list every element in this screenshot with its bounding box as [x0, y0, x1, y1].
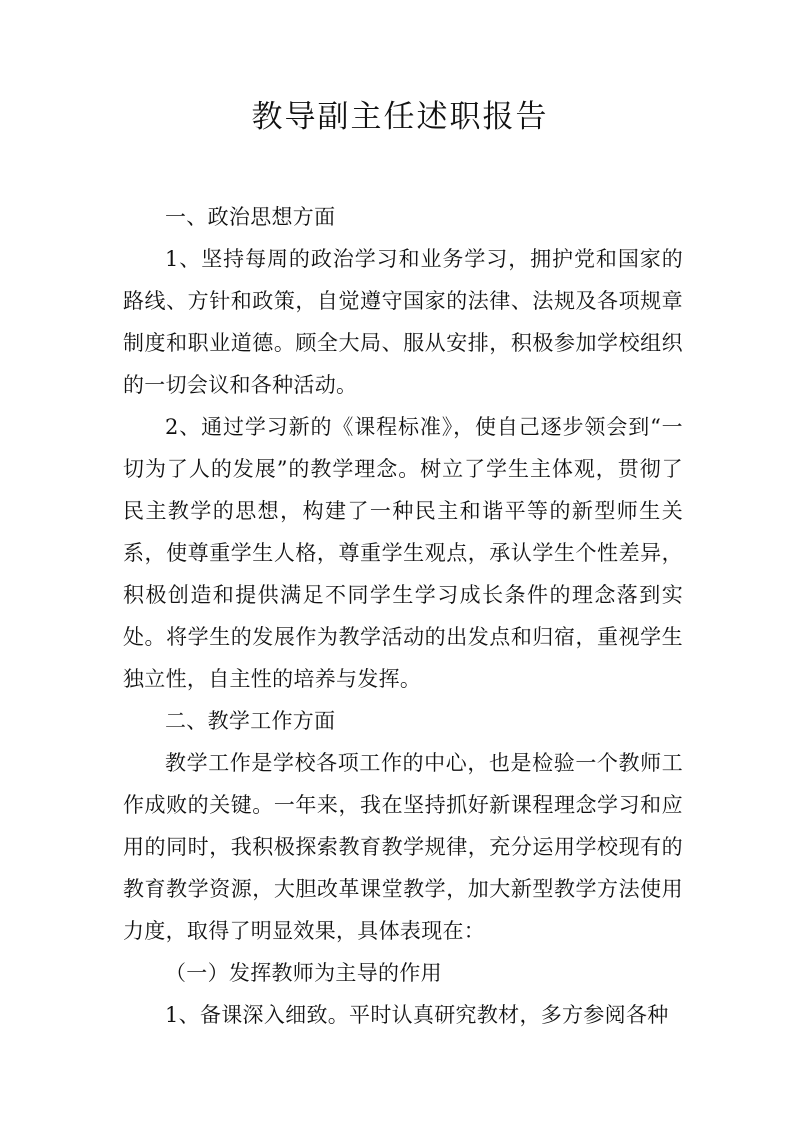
- document-body: [123, 196, 683, 1036]
- paragraph-politics-2: 2、通过学习新的《课程标准》，使自己逐步领会到“一切为了人的发展”的教学理念。树立了学生主体观，贯彻了民主教学的思想，构建了一种民主和谐平等的新型师生关系，使尊重学生人格，尊重学生观点，承认学生个性差异，积极创造和提供满足不同学生学习成长条件的理念落到实处。将学生的发展作为教学活动的出发点和归宿，重视学生独立性，自主性的培养与发挥。: [123, 415, 683, 691]
- paragraph-lesson-prep: 1、备课深入细致。平时认真研究教材，多方参阅各种: [165, 1003, 669, 1027]
- paragraph-politics-1: 1、坚持每周的政治学习和业务学习，拥护党和国家的路线、方针和政策，自觉遵守国家的法律、法规及各项规章制度和职业道德。顾全大局、服从安排，积极参加学校组织的一切会议和各种活动。: [123, 247, 683, 397]
- paragraph-teaching-intro: 教学工作是学校各项工作的中心，也是检验一个教师工作成败的关键。一年来，我在坚持抓好新课程理念学习和应用的同时，我积极探索教育教学规律，充分运用学校现有的教育教学资源，大胆改革课堂教学，加大新型教学方法使用力度，取得了明显效果，具体表现在：: [123, 751, 683, 943]
- document-title: 教导副主任述职报告: [251, 99, 549, 135]
- section-heading-teaching: 二、教学工作方面: [165, 709, 336, 733]
- section-heading-politics: 一、政治思想方面: [165, 205, 336, 229]
- subsection-heading-teacher-role: （一）发挥教师为主导的作用: [165, 961, 442, 985]
